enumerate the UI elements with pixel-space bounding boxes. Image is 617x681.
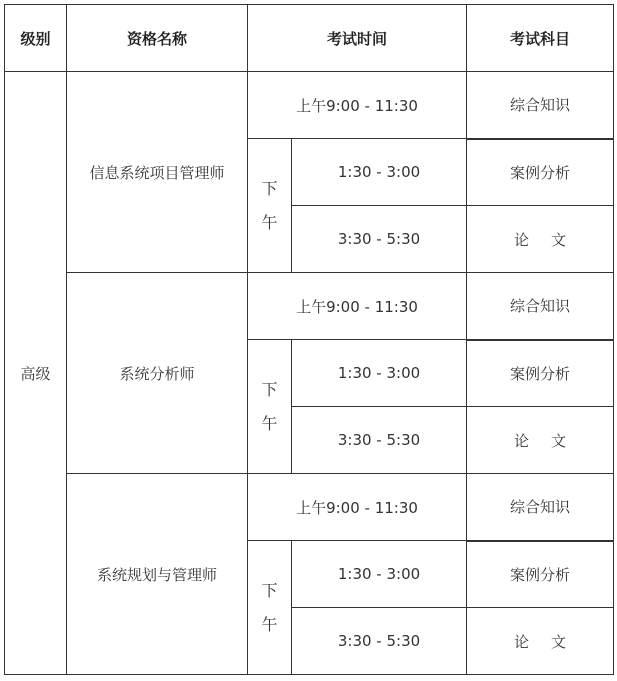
qualification-name: 系统规划与管理师 bbox=[67, 474, 248, 675]
afternoon-time-2: 3:30 - 5:30 bbox=[292, 407, 467, 474]
exam-schedule-table bbox=[4, 4, 614, 675]
header-time: 考试时间 bbox=[248, 5, 467, 72]
header-level: 级别 bbox=[5, 5, 67, 72]
afternoon-label-char: 下 bbox=[261, 178, 278, 198]
subject-char: 文 bbox=[551, 431, 567, 450]
morning-subject: 综合知识 bbox=[467, 474, 614, 541]
afternoon-time-1: 1:30 - 3:00 bbox=[292, 541, 467, 608]
afternoon-time-1: 1:30 - 3:00 bbox=[292, 139, 467, 206]
afternoon-label-char: 下 bbox=[261, 580, 278, 600]
header-name: 资格名称 bbox=[67, 5, 248, 72]
afternoon-label-char: 午 bbox=[261, 212, 278, 232]
qualification-name: 系统分析师 bbox=[67, 273, 248, 474]
header-row bbox=[5, 5, 614, 72]
subject-char: 论 bbox=[514, 230, 530, 249]
afternoon-time-2: 3:30 - 5:30 bbox=[292, 608, 467, 675]
afternoon-label-char: 午 bbox=[261, 413, 278, 433]
table-row bbox=[5, 72, 614, 139]
afternoon-subject-2 bbox=[467, 608, 614, 675]
afternoon-subject-1: 案例分析 bbox=[467, 541, 614, 608]
table-row bbox=[5, 474, 614, 541]
afternoon-subject-1: 案例分析 bbox=[467, 139, 614, 206]
subject-char: 文 bbox=[551, 230, 567, 249]
afternoon-time-1: 1:30 - 3:00 bbox=[292, 340, 467, 407]
morning-subject: 综合知识 bbox=[467, 273, 614, 340]
subject-char: 论 bbox=[514, 632, 530, 651]
afternoon-subject-2 bbox=[467, 206, 614, 273]
afternoon-label bbox=[248, 541, 292, 675]
level-cell: 高级 bbox=[5, 72, 67, 675]
morning-time: 上午9:00 - 11:30 bbox=[248, 72, 467, 139]
morning-time: 上午9:00 - 11:30 bbox=[248, 273, 467, 340]
table-row bbox=[5, 273, 614, 340]
afternoon-time-2: 3:30 - 5:30 bbox=[292, 206, 467, 273]
afternoon-label-char: 下 bbox=[261, 379, 278, 399]
morning-subject: 综合知识 bbox=[467, 72, 614, 139]
header-subject: 考试科目 bbox=[467, 5, 614, 72]
afternoon-label bbox=[248, 139, 292, 273]
afternoon-label-char: 午 bbox=[261, 614, 278, 634]
subject-char: 文 bbox=[551, 632, 567, 651]
afternoon-subject-2 bbox=[467, 407, 614, 474]
subject-char: 论 bbox=[514, 431, 530, 450]
morning-time: 上午9:00 - 11:30 bbox=[248, 474, 467, 541]
qualification-name: 信息系统项目管理师 bbox=[67, 72, 248, 273]
afternoon-label bbox=[248, 340, 292, 474]
afternoon-subject-1: 案例分析 bbox=[467, 340, 614, 407]
